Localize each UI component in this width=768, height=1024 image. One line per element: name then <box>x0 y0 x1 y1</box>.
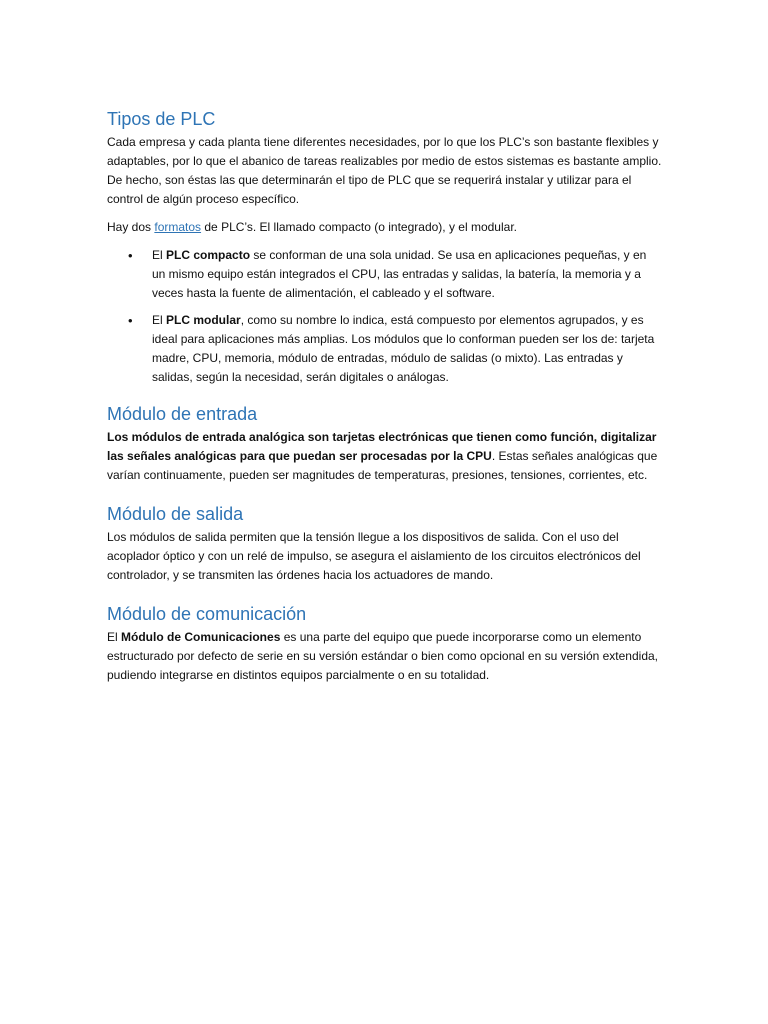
formatos-suffix: de PLC’s. El llamado compacto (o integrado), y el modular. <box>201 220 517 234</box>
plc-types-list <box>107 246 663 387</box>
paragraph-tipos-intro: Cada empresa y cada planta tiene diferentes necesidades, por lo que los PLC’s son bastante flexibles y adaptables, por lo que el abanico de tareas realizables por medio de estos sistemas es bastante amplio. De hecho, son éstas las que determinarán el tipo de PLC que se requerirá instalar y utilizar para el control de algún proceso específico. <box>107 135 662 206</box>
paragraph-formatos <box>107 218 663 237</box>
formatos-prefix: Hay dos <box>107 220 155 234</box>
bullet-term-modular: PLC modular <box>166 313 241 327</box>
bullet-text-compacto: se conforman de una sola unidad. Se usa en aplicaciones pequeñas, y en un mismo equipo están integrados el CPU, las entradas y salidas, la batería, la memoria y a veces hasta la fuente de alimentación, el cableado y el software. <box>152 248 647 300</box>
comunicacion-prefix: El <box>107 630 122 644</box>
document-page <box>107 106 663 694</box>
comunicacion-term: Módulo de Comunicaciones <box>121 630 281 644</box>
bullet-prefix: El <box>152 248 167 262</box>
heading-modulo-salida: Módulo de salida <box>107 504 244 524</box>
heading-tipos-de-plc: Tipos de PLC <box>107 109 216 129</box>
heading-modulo-entrada: Módulo de entrada <box>107 404 258 424</box>
entrada-rest-text: . Estas señales analógicas que varían continuamente, pueden ser magnitudes de temperaturas, presiones, tensiones, corrientes, etc. <box>107 449 658 482</box>
paragraph-modulo-comunicacion <box>107 628 663 685</box>
formatos-link[interactable]: formatos <box>154 220 202 234</box>
list-item-plc-modular <box>152 311 663 387</box>
paragraph-modulo-salida: Los módulos de salida permiten que la tensión llegue a los dispositivos de salida. Con el uso del acoplador óptico y con un relé de impulso, se asegura el aislamiento de los circuitos electrónicos del controlador, y se transmiten las órdenes hacia los actuadores de mando. <box>107 530 641 582</box>
paragraph-modulo-entrada <box>107 428 663 485</box>
heading-modulo-comunicacion: Módulo de comunicación <box>107 604 307 624</box>
bullet-prefix: El <box>152 313 167 327</box>
bullet-term-compacto: PLC compacto <box>166 248 251 262</box>
list-item-plc-compacto <box>152 246 663 303</box>
bullet-text-modular: , como su nombre lo indica, está compuesto por elementos agrupados, y es ideal para aplicaciones más amplias. Los módulos que lo conforman pueden ser los de: tarjeta madre, CPU, memoria, módulo de entradas, módulo de salidas (o mixto). Las entradas y salidas, según la necesidad, serán digitales o análogas. <box>152 313 655 384</box>
comunicacion-rest-text: es una parte del equipo que puede incorporarse como un elemento estructurado por defecto de serie en su versión estándar o bien como opcional en su versión extendida, pudiendo integrarse en distintos equipos parcialmente o en su totalidad. <box>107 630 659 682</box>
entrada-bold-text: Los módulos de entrada analógica son tarjetas electrónicas que tienen como función, digitalizar las señales analógicas para que puedan ser procesadas por la CPU <box>107 430 657 463</box>
